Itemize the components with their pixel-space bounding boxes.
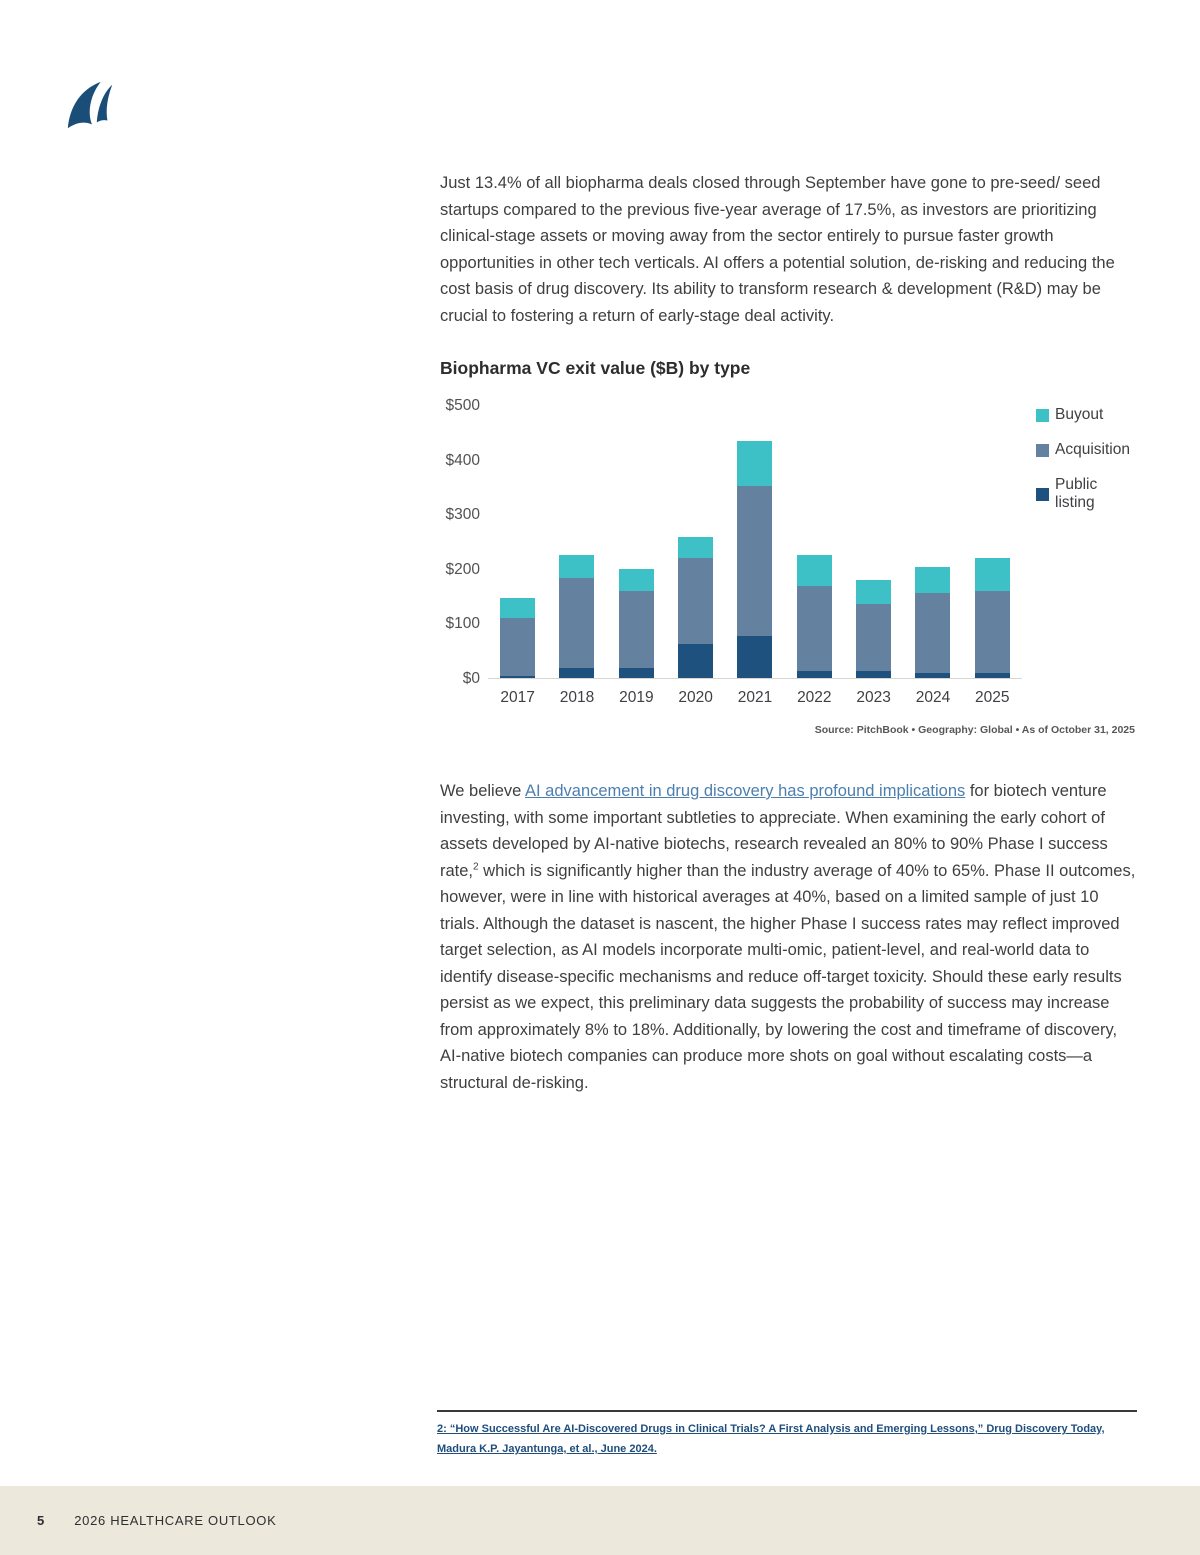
- legend-swatch: [1036, 409, 1049, 422]
- bar-segment-public-listing: [559, 668, 594, 678]
- body-text-part2: for biotech venture investing, with some important subtleties to appreciate. When examining the early cohort of assets developed by AI-native biotechs, research revealed an 80% to 90% Phase I success rate,: [440, 782, 1108, 880]
- bars-area: [488, 406, 1022, 679]
- drug-discovery-link[interactable]: AI advancement in drug discovery has profound implications: [525, 782, 966, 800]
- intro-paragraph: Just 13.4% of all biopharma deals closed through September have gone to pre-seed/ seed startups compared to the previous five-year average of 17.5%, as investors are prioritizing clinical-stage assets or moving away from the sector entirely to pursue faster growth opportunities in other tech verticals. AI offers a potential solution, de-risking and reducing the cost basis of drug discovery. Its ability to transform research & development (R&D) may be crucial to fostering a return of early-stage deal activity.: [440, 174, 1115, 325]
- body-paragraph: [440, 778, 1140, 1096]
- stacked-bar: [975, 558, 1010, 678]
- x-axis-label: 2024: [915, 689, 951, 706]
- bar-segment-buyout: [619, 569, 654, 590]
- bar-column-2024: [903, 406, 962, 678]
- bar-column-2023: [844, 406, 903, 678]
- legend-swatch: [1036, 444, 1049, 457]
- bar-segment-public-listing: [619, 668, 654, 678]
- y-axis-tick-label: $100: [445, 615, 480, 633]
- company-logo-icon: [62, 76, 120, 136]
- bar-segment-acquisition: [915, 593, 950, 673]
- bar-segment-acquisition: [619, 591, 654, 669]
- stacked-bar: [915, 567, 950, 678]
- legend-swatch: [1036, 488, 1049, 501]
- bar-segment-acquisition: [856, 604, 891, 672]
- bar-segment-acquisition: [975, 591, 1010, 672]
- y-axis-tick-label: $300: [445, 506, 480, 524]
- x-axis-label: 2025: [975, 689, 1010, 706]
- chart-legend: [1022, 406, 1135, 679]
- x-axis-label: 2020: [678, 689, 713, 706]
- bar-column-2017: [488, 406, 547, 678]
- x-axis-label: 2022: [797, 689, 832, 706]
- chart-source-line: Source: PitchBook • Geography: Global • As of October 31, 2025: [814, 724, 1135, 736]
- stacked-bar: [619, 569, 654, 678]
- x-axis-label: 2023: [856, 689, 891, 706]
- bar-segment-public-listing: [975, 673, 1010, 679]
- stacked-bar: [500, 598, 535, 678]
- body-text-part3: which is significantly higher than the industry average of 40% to 65%. Phase II outcomes, however, were in line with historical averages at 40%, based on a limited sample of just 10 trials. Although the dataset is nascent, the higher Phase I success rates may reflect improved target selection, as AI models incorporate multi-omic, patient-level, and real-world data to identify disease-specific mechanisms and reduce off-target toxicity. Should these early results persist as we expect, this preliminary data suggests the probability of success may increase from approximately 8% to 18%. Additionally, by lowering the cost and timeframe of discovery, AI-native biotech companies can produce more shots on goal without escalating costs—a structural de-risking.: [440, 861, 1136, 1092]
- page-footer: [0, 1486, 1200, 1555]
- stacked-bar: [559, 555, 594, 678]
- bar-segment-public-listing: [500, 676, 535, 678]
- x-axis-label: 2019: [619, 689, 654, 706]
- bar-segment-buyout: [915, 567, 950, 593]
- bar-segment-buyout: [975, 558, 1010, 591]
- footnote-section: [437, 1410, 1137, 1459]
- stacked-bar: [856, 580, 891, 678]
- chart-title: Biopharma VC exit value ($B) by type: [440, 358, 751, 378]
- x-axis-label: 2017: [500, 689, 535, 706]
- biopharma-exit-value-chart: [440, 397, 1135, 736]
- bar-segment-public-listing: [678, 644, 713, 678]
- footer-report-title: 2026 HEALTHCARE OUTLOOK: [74, 1513, 277, 1528]
- footnote-link[interactable]: 2: “How Successful Are AI-Discovered Drugs in Clinical Trials? A First Analysis and Emerging Lessons,” Drug Discovery Today, Madura K.P. Jayantunga, et al., June 2024.: [437, 1423, 1105, 1455]
- stacked-bar: [678, 537, 713, 678]
- y-axis-tick-label: $0: [462, 670, 480, 687]
- bar-segment-acquisition: [500, 618, 535, 676]
- bar-column-2020: [666, 406, 725, 678]
- legend-item: [1036, 406, 1135, 424]
- legend-label: Acquisition: [1055, 441, 1130, 458]
- bar-segment-public-listing: [737, 636, 772, 678]
- bar-column-2019: [607, 406, 666, 678]
- bar-segment-buyout: [856, 580, 891, 604]
- bar-segment-buyout: [559, 555, 594, 578]
- bar-segment-buyout: [500, 598, 535, 618]
- y-axis-tick-label: $200: [445, 560, 480, 578]
- bar-segment-public-listing: [856, 671, 891, 678]
- bar-segment-buyout: [737, 441, 772, 486]
- bar-segment-acquisition: [678, 558, 713, 643]
- y-axis: [440, 397, 488, 687]
- bar-segment-acquisition: [797, 586, 832, 671]
- legend-label: Buyout: [1055, 406, 1104, 423]
- y-axis-tick-label: $500: [445, 397, 480, 414]
- bar-column-2022: [785, 406, 844, 678]
- y-axis-tick-label: $400: [445, 451, 480, 469]
- bar-segment-acquisition: [737, 486, 772, 636]
- bar-segment-buyout: [797, 555, 832, 586]
- x-axis-labels: [488, 689, 1022, 707]
- bar-segment-acquisition: [559, 578, 594, 668]
- legend-item: [1036, 476, 1135, 512]
- stacked-bar: [737, 441, 772, 678]
- legend-item: [1036, 441, 1135, 459]
- bar-column-2021: [725, 406, 784, 678]
- bar-column-2025: [963, 406, 1022, 678]
- footnote-reference: 2: [473, 861, 479, 872]
- bar-segment-public-listing: [797, 671, 832, 678]
- body-text-part1: We believe: [440, 782, 525, 800]
- x-axis-label: 2021: [737, 689, 773, 706]
- x-axis-label: 2018: [559, 689, 595, 706]
- stacked-bar: [797, 555, 832, 678]
- bar-segment-buyout: [678, 537, 713, 558]
- legend-label: Public listing: [1055, 476, 1098, 511]
- bar-segment-public-listing: [915, 673, 950, 679]
- page-number: 5: [37, 1513, 45, 1528]
- bar-column-2018: [547, 406, 606, 678]
